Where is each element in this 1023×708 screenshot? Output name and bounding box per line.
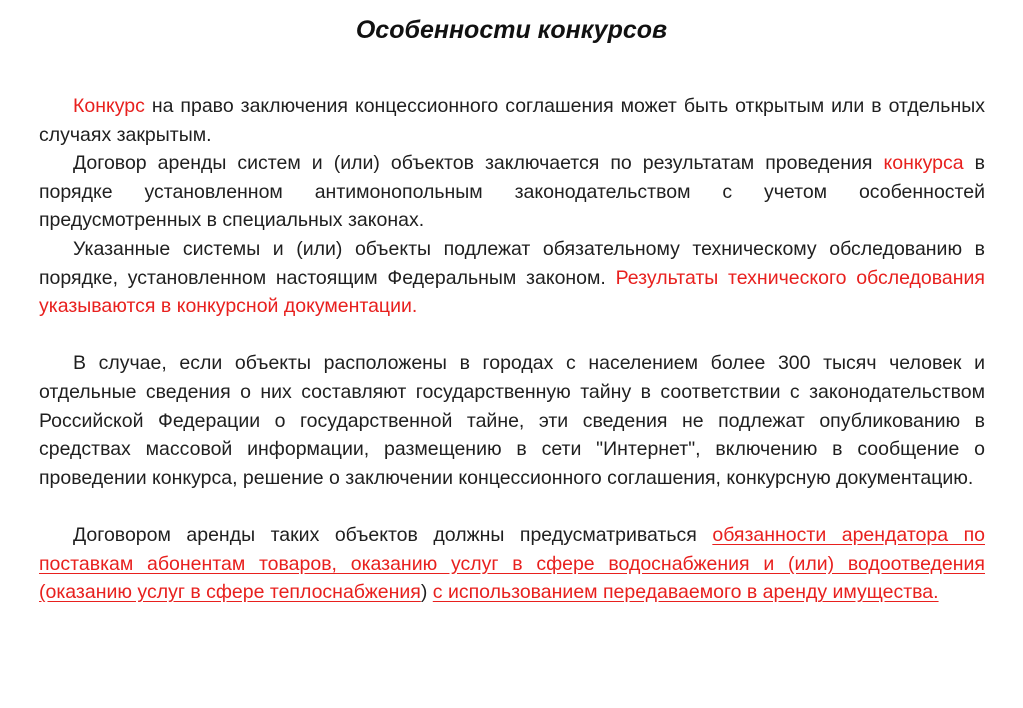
paragraph-5-text-before: Договором аренды таких объектов должны предусматриваться xyxy=(73,523,713,546)
paragraph-1-text: на право заключения концессионного соглашения может быть открытым или в отдельных случаях закрытым. xyxy=(39,95,985,146)
paragraph-5-highlight-2: с использованием передаваемого в аренду имущества. xyxy=(432,581,939,604)
page-title: Особенности конкурсов xyxy=(355,16,668,44)
paragraph-1 xyxy=(39,92,985,149)
paragraph-4: В случае, если объекты расположены в городах с населением более 300 тысяч человек и отдельные сведения о них составляют государственную тайну в соответствии с законодательством Российской Федерации о государственной тайне, эти сведения не подлежат опубликованию в средствах массовой информации, размещению в сети "Интернет", включению в сообщение о проведении конкурса, решение о заключении концессионного соглашения, конкурсную документацию. xyxy=(39,352,985,489)
paragraph-2-text-after: в порядке установленном антимонопольным законодательством с учетом особенностей предусмотренных в специальных законах. xyxy=(39,152,986,232)
paragraph-2-text-before: Договор аренды систем и (или) объектов заключается по результатам проведения xyxy=(73,152,884,175)
term-konkursa: конкурса xyxy=(883,152,964,175)
document-body xyxy=(39,92,985,607)
paragraph-5 xyxy=(39,521,985,607)
paragraph-3 xyxy=(39,235,985,321)
paragraph-5-highlight-1: обязанности арендатора по поставкам абонентам товаров, оказанию услуг в сфере водоснабжения и (или) водоотведения (оказанию услуг в сфере теплоснабжения xyxy=(39,523,985,604)
paragraph-5-text-middle: ) xyxy=(420,581,433,604)
paragraph-3-text: Указанные системы и (или) объекты подлежат обязательному техническому обследованию в порядке, установленном настоящим Федеральным законом. xyxy=(39,237,985,289)
paragraph-3-highlight: Результаты технического обследования указываются в конкурсной документации. xyxy=(39,266,985,318)
term-konkurs: Конкурс xyxy=(73,95,145,117)
paragraph-2 xyxy=(39,149,985,235)
